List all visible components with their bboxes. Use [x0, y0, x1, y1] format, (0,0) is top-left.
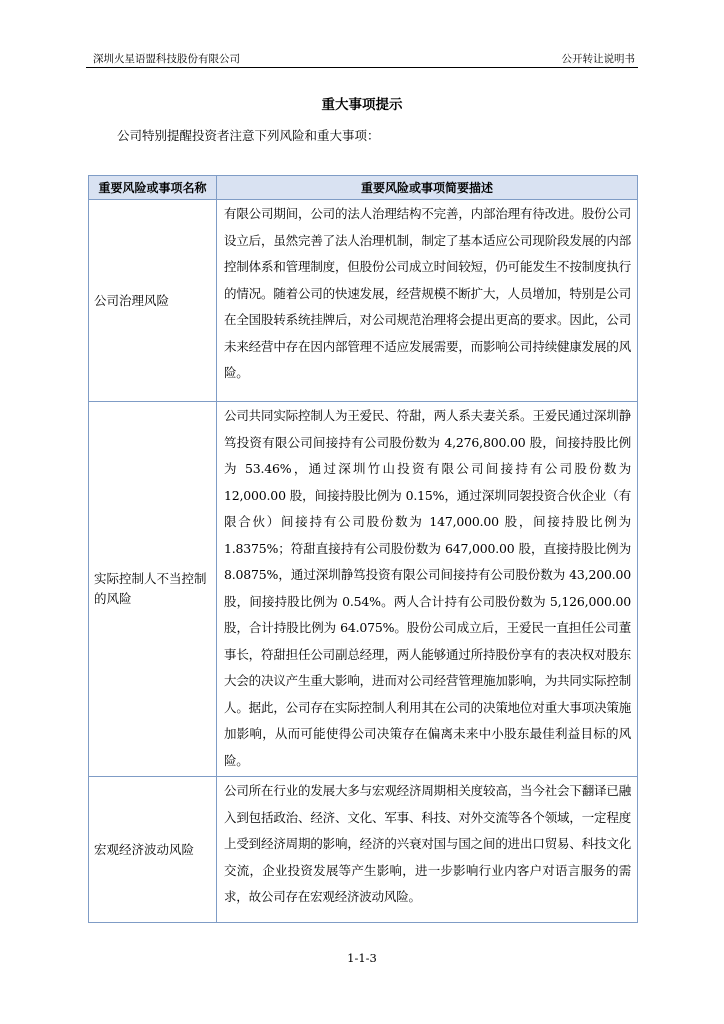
- risk-name-cell: 公司治理风险: [89, 200, 217, 402]
- risk-description-cell: 公司所在行业的发展大多与宏观经济周期相关度较高，当今社会下翻译已融入到包括政治、经济、文化、军事、科技、对外交流等各个领域，一定程度上受到经济周期的影响，经济的兴衰对国与国之间的进出口贸易、科技文化交流，企业投资发展等产生影响，进一步影响行业内客户对语言服务的需求，故公司存在宏观经济波动风险。: [217, 777, 638, 923]
- risk-name-cell: 实际控制人不当控制的风险: [89, 402, 217, 777]
- table-row: [89, 200, 638, 402]
- column-header-risk-name: 重要风险或事项名称: [89, 176, 217, 200]
- header-document-type: 公开转让说明书: [561, 53, 635, 65]
- header-company-name: 深圳火星语盟科技股份有限公司: [93, 53, 240, 65]
- risk-description-cell: 有限公司期间，公司的法人治理结构不完善，内部治理有待改进。股份公司设立后，虽然完善了法人治理机制，制定了基本适应公司现阶段发展的内部控制体系和管理制度，但股份公司成立时间较短，仍可能发生不按制度执行的情况。随着公司的快速发展，经营规模不断扩大，人员增加，特别是公司在全国股转系统挂牌后，对公司规范治理将会提出更高的要求。因此，公司未来经营中存在因内部管理不适应发展需要，而影响公司持续健康发展的风险。: [217, 200, 638, 402]
- risk-table: [88, 175, 638, 923]
- page-number: 1-1-3: [347, 951, 377, 965]
- table-header-row: [89, 176, 638, 200]
- risk-description-cell: 公司共同实际控制人为王爱民、符甜，两人系夫妻关系。王爱民通过深圳静笃投资有限公司间接持有公司股份数为 4,276,800.00 股，间接持股比例为 53.46%，通过深圳竹山投资有限公司间接持有公司股份数为 12,000.00 股，间接持股比例为 0.15%，通过深圳同袈投资合伙企业（有限合伙）间接持有公司股份数为 147,000.00 股，间接持股比例为 1.8375%；符甜直接持有公司股份数为 647,000.00 股，直接持股比例为 8.0875%，通过深圳静笃投资有限公司间接持有公司股份数为 43,200.00 股，间接持股比例为 0.54%。两人合计持有公司股份数为 5,126,000.00 股，合计持股比例为 64.075%。股份公司成立后，王爱民一直担任公司董事长，符甜担任公司副总经理，两人能够通过所持股份享有的表决权对股东大会的决议产生重大影响，进而对公司经营管理施加影响，为共同实际控制人。据此，公司存在实际控制人利用其在公司的决策地位对重大事项决策施加影响，从而可能使得公司决策存在偏离未来中小股东最佳利益目标的风险。: [217, 402, 638, 777]
- page-header: [86, 51, 638, 68]
- table-row: [89, 402, 638, 777]
- intro-paragraph: 公司特别提醒投资者注意下列风险和重大事项：: [117, 128, 380, 143]
- column-header-risk-description: 重要风险或事项简要描述: [217, 176, 638, 200]
- page-title: 重大事项提示: [321, 97, 403, 113]
- table-row: [89, 777, 638, 923]
- risk-name-cell: 宏观经济波动风险: [89, 777, 217, 923]
